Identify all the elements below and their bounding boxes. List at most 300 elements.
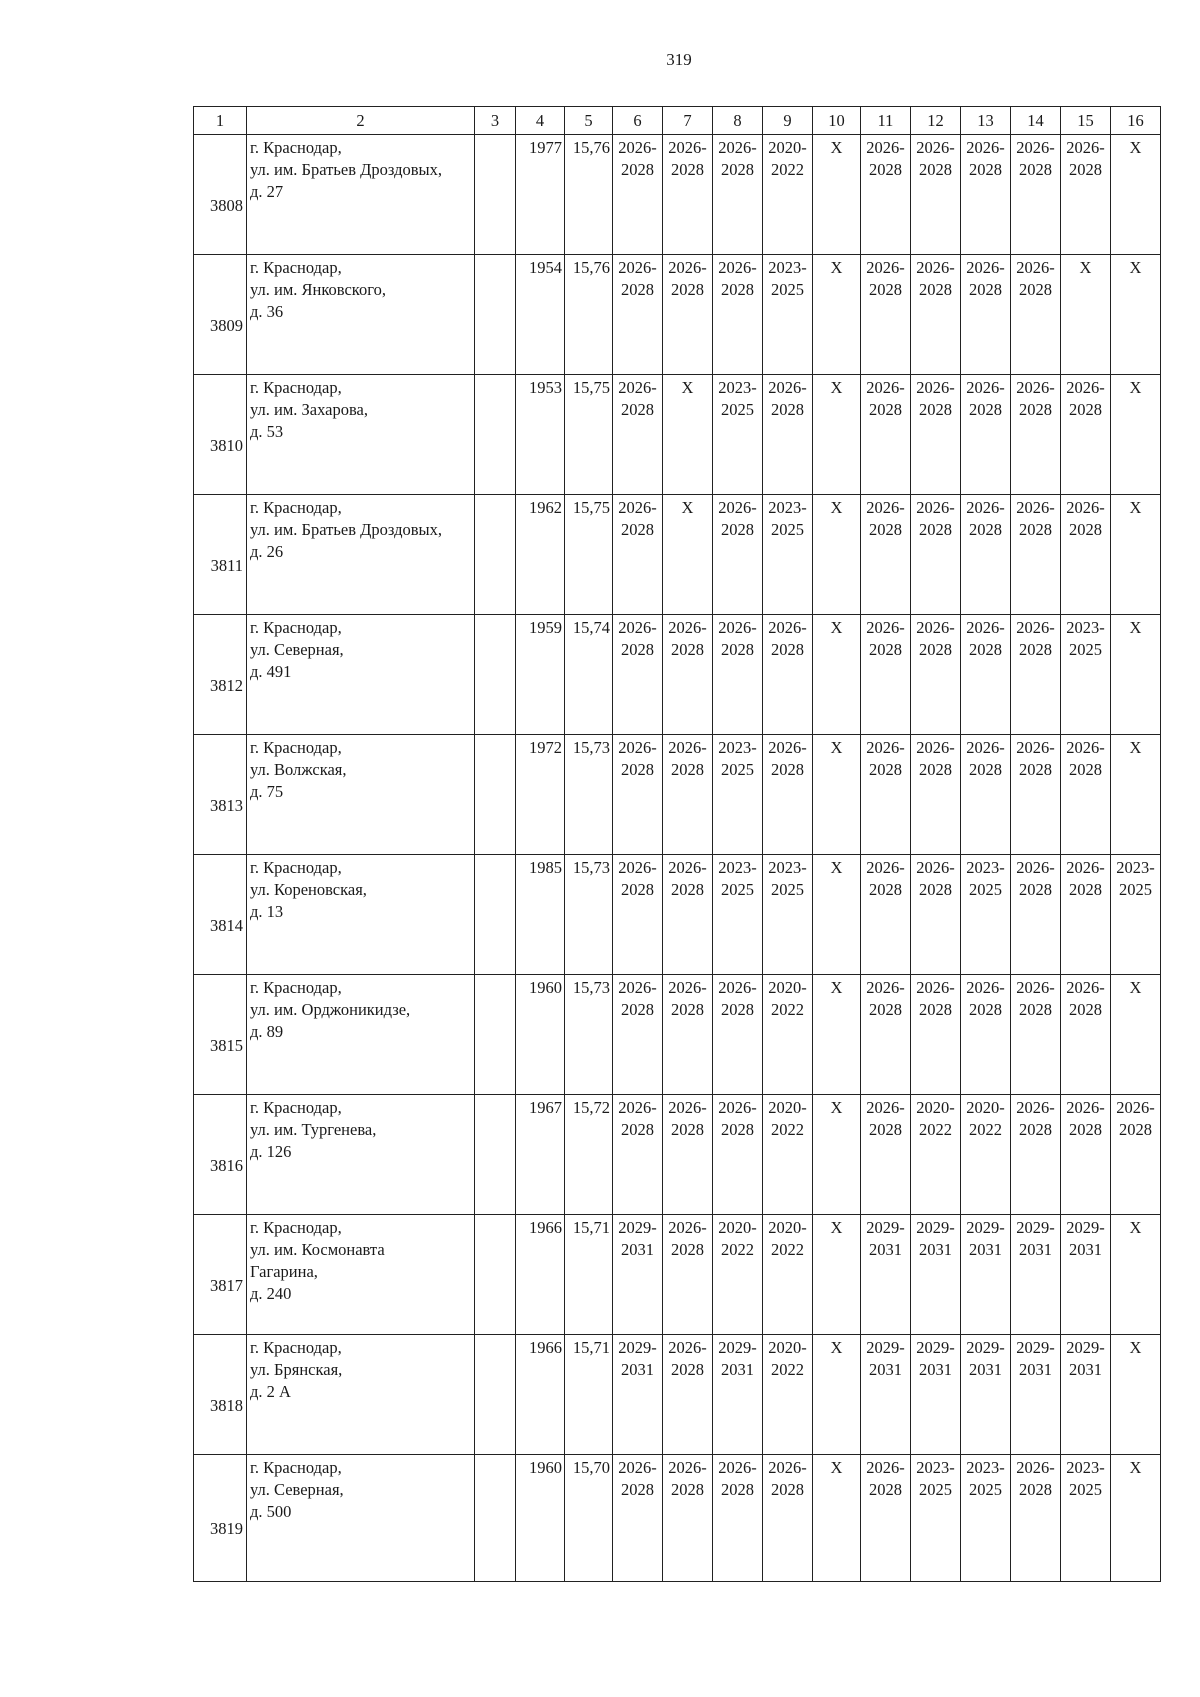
period-end: 2028 <box>869 1000 902 1019</box>
period-cell <box>763 255 813 375</box>
address-cell <box>247 1455 475 1582</box>
period-start: 2029- <box>618 1218 657 1237</box>
address-line: г. Краснодар, <box>250 1218 342 1237</box>
period-cell <box>1061 375 1111 495</box>
empty-cell <box>475 375 516 495</box>
period-end: 2028 <box>1019 640 1052 659</box>
period-start: X <box>830 138 843 157</box>
period-end: 2022 <box>721 1240 754 1259</box>
period-end: 2028 <box>1019 1000 1052 1019</box>
period-start: X <box>1129 258 1142 277</box>
period-cell <box>861 1455 911 1582</box>
row-number-cell: 3812 <box>194 615 247 735</box>
period-cell <box>911 975 961 1095</box>
address-line: г. Краснодар, <box>250 858 342 877</box>
value-cell: 15,76 <box>565 255 613 375</box>
period-end: 2028 <box>1019 760 1052 779</box>
period-start: 2026- <box>668 1458 707 1477</box>
period-end: 2028 <box>919 520 952 539</box>
period-start: X <box>830 618 843 637</box>
value-cell: 15,71 <box>565 1335 613 1455</box>
period-start: 2026- <box>866 258 905 277</box>
period-start: 2026- <box>966 378 1005 397</box>
period-end: 2025 <box>771 880 804 899</box>
period-cell <box>613 975 663 1095</box>
address-line: д. 126 <box>250 1142 292 1161</box>
period-end: 2028 <box>721 1000 754 1019</box>
period-cell <box>911 1215 961 1335</box>
period-cell <box>663 135 713 255</box>
period-cell <box>1061 135 1111 255</box>
value-cell: 15,73 <box>565 975 613 1095</box>
period-cell <box>663 615 713 735</box>
period-cell <box>613 375 663 495</box>
column-header: 10 <box>813 107 861 135</box>
period-start: 2026- <box>768 738 807 757</box>
period-cell <box>813 735 861 855</box>
year-cell: 1966 <box>516 1335 565 1455</box>
address-cell <box>247 615 475 735</box>
period-cell <box>1011 255 1061 375</box>
period-start: 2026- <box>866 738 905 757</box>
period-start: 2023- <box>966 858 1005 877</box>
period-start: 2029- <box>1066 1338 1105 1357</box>
year-cell: 1960 <box>516 1455 565 1582</box>
row-number-cell: 3813 <box>194 735 247 855</box>
column-header: 1 <box>194 107 247 135</box>
year-cell: 1954 <box>516 255 565 375</box>
period-cell <box>1111 975 1161 1095</box>
year-cell: 1972 <box>516 735 565 855</box>
period-end: 2028 <box>919 400 952 419</box>
period-cell <box>1111 1335 1161 1455</box>
address-line: ул. им. Братьев Дроздовых, <box>250 160 442 179</box>
period-start: X <box>1129 1338 1142 1357</box>
period-end: 2028 <box>721 160 754 179</box>
register-table <box>193 106 1161 1582</box>
period-start: 2026- <box>916 618 955 637</box>
address-line: д. 13 <box>250 902 284 921</box>
period-start: 2029- <box>866 1218 905 1237</box>
period-cell <box>861 855 911 975</box>
period-cell <box>1061 1215 1111 1335</box>
row-number-cell: 3810 <box>194 375 247 495</box>
period-cell <box>1111 1215 1161 1335</box>
period-cell <box>663 1215 713 1335</box>
period-start: 2026- <box>618 978 657 997</box>
period-cell <box>813 1335 861 1455</box>
period-end: 2025 <box>1069 1480 1102 1499</box>
period-cell <box>1011 1335 1061 1455</box>
period-cell <box>911 1335 961 1455</box>
address-line: г. Краснодар, <box>250 258 342 277</box>
table-row <box>194 375 1161 495</box>
period-end: 2031 <box>621 1360 654 1379</box>
column-header: 15 <box>1061 107 1111 135</box>
period-cell <box>861 735 911 855</box>
year-cell: 1960 <box>516 975 565 1095</box>
period-end: 2028 <box>671 1360 704 1379</box>
period-cell <box>911 855 961 975</box>
period-start: 2026- <box>618 738 657 757</box>
period-end: 2028 <box>671 880 704 899</box>
period-end: 2031 <box>869 1360 902 1379</box>
period-start: 2026- <box>866 138 905 157</box>
empty-cell <box>475 615 516 735</box>
period-cell <box>713 375 763 495</box>
period-start: 2029- <box>916 1338 955 1357</box>
period-start: 2026- <box>1016 378 1055 397</box>
period-cell <box>713 255 763 375</box>
address-line: д. 240 <box>250 1284 292 1303</box>
period-end: 2028 <box>869 880 902 899</box>
period-cell <box>1011 375 1061 495</box>
address-line: ул. Брянская, <box>250 1360 343 1379</box>
period-end: 2028 <box>869 1480 902 1499</box>
address-line: г. Краснодар, <box>250 138 342 157</box>
period-cell <box>1061 1335 1111 1455</box>
period-cell <box>613 855 663 975</box>
period-start: 2026- <box>916 138 955 157</box>
column-header: 6 <box>613 107 663 135</box>
period-cell <box>861 135 911 255</box>
period-start: X <box>1129 1458 1142 1477</box>
period-start: X <box>830 1218 843 1237</box>
period-start: 2026- <box>966 498 1005 517</box>
period-start: 2023- <box>768 258 807 277</box>
period-cell <box>813 495 861 615</box>
period-cell <box>763 735 813 855</box>
address-line: ул. им. Орджоникидзе, <box>250 1000 411 1019</box>
row-number-cell: 3819 <box>194 1455 247 1582</box>
period-start: 2026- <box>866 498 905 517</box>
period-end: 2028 <box>869 400 902 419</box>
empty-cell <box>475 1095 516 1215</box>
period-start: X <box>830 258 843 277</box>
period-start: 2026- <box>916 378 955 397</box>
column-header: 8 <box>713 107 763 135</box>
value-cell: 15,75 <box>565 375 613 495</box>
value-cell: 15,72 <box>565 1095 613 1215</box>
period-start: X <box>830 978 843 997</box>
period-end: 2028 <box>919 880 952 899</box>
period-start: 2026- <box>1016 138 1055 157</box>
address-line: д. 27 <box>250 182 284 201</box>
period-end: 2028 <box>969 520 1002 539</box>
period-cell <box>1111 255 1161 375</box>
period-cell <box>1111 135 1161 255</box>
period-end: 2028 <box>671 760 704 779</box>
address-line: ул. Северная, <box>250 1480 344 1499</box>
period-end: 2028 <box>621 160 654 179</box>
period-end: 2028 <box>671 640 704 659</box>
period-start: 2026- <box>668 1338 707 1357</box>
address-line: д. 89 <box>250 1022 284 1041</box>
period-end: 2025 <box>919 1480 952 1499</box>
period-start: 2026- <box>618 1098 657 1117</box>
period-cell <box>1111 495 1161 615</box>
period-cell <box>861 1215 911 1335</box>
period-cell <box>1011 735 1061 855</box>
period-end: 2031 <box>721 1360 754 1379</box>
period-end: 2031 <box>969 1360 1002 1379</box>
table-row <box>194 975 1161 1095</box>
period-end: 2028 <box>1019 1120 1052 1139</box>
period-start: 2020- <box>916 1098 955 1117</box>
column-header: 16 <box>1111 107 1161 135</box>
period-cell <box>813 975 861 1095</box>
address-line: г. Краснодар, <box>250 978 342 997</box>
empty-cell <box>475 135 516 255</box>
column-number-header <box>194 107 1161 135</box>
address-cell <box>247 855 475 975</box>
period-start: 2026- <box>718 618 757 637</box>
period-cell <box>861 255 911 375</box>
period-end: 2031 <box>1069 1360 1102 1379</box>
period-start: 2026- <box>668 858 707 877</box>
period-end: 2028 <box>1069 760 1102 779</box>
period-end: 2028 <box>1119 1120 1152 1139</box>
period-start: 2026- <box>966 738 1005 757</box>
period-end: 2028 <box>621 880 654 899</box>
period-end: 2028 <box>721 1120 754 1139</box>
value-cell: 15,74 <box>565 615 613 735</box>
period-start: 2026- <box>668 138 707 157</box>
address-cell <box>247 735 475 855</box>
period-start: 2026- <box>618 138 657 157</box>
period-end: 2028 <box>869 160 902 179</box>
row-number-cell: 3815 <box>194 975 247 1095</box>
period-start: 2026- <box>1016 498 1055 517</box>
table-row <box>194 255 1161 375</box>
period-cell <box>1111 375 1161 495</box>
period-end: 2025 <box>721 760 754 779</box>
period-cell <box>1061 1455 1111 1582</box>
period-end: 2022 <box>919 1120 952 1139</box>
address-line: г. Краснодар, <box>250 1458 342 1477</box>
period-cell <box>813 135 861 255</box>
period-cell <box>1111 615 1161 735</box>
period-cell <box>1061 615 1111 735</box>
period-end: 2028 <box>919 1000 952 1019</box>
period-end: 2025 <box>1069 640 1102 659</box>
period-cell <box>813 615 861 735</box>
value-cell: 15,76 <box>565 135 613 255</box>
period-start: 2023- <box>768 858 807 877</box>
period-end: 2028 <box>771 1480 804 1499</box>
period-end: 2028 <box>771 400 804 419</box>
address-cell <box>247 495 475 615</box>
period-start: 2020- <box>768 1098 807 1117</box>
value-cell: 15,75 <box>565 495 613 615</box>
period-start: 2026- <box>1066 138 1105 157</box>
column-header: 5 <box>565 107 613 135</box>
period-start: 2026- <box>718 978 757 997</box>
period-end: 2028 <box>1019 520 1052 539</box>
period-end: 2031 <box>869 1240 902 1259</box>
period-end: 2028 <box>771 640 804 659</box>
period-end: 2028 <box>721 1480 754 1499</box>
period-start: 2026- <box>1066 858 1105 877</box>
address-line: д. 500 <box>250 1502 292 1521</box>
period-cell <box>613 1455 663 1582</box>
year-cell: 1985 <box>516 855 565 975</box>
period-cell <box>1011 615 1061 735</box>
period-end: 2028 <box>621 520 654 539</box>
period-end: 2028 <box>671 1480 704 1499</box>
address-line: д. 2 А <box>250 1382 291 1401</box>
period-start: 2026- <box>668 978 707 997</box>
period-start: 2026- <box>1066 978 1105 997</box>
column-header: 13 <box>961 107 1011 135</box>
period-start: 2026- <box>1066 738 1105 757</box>
period-end: 2028 <box>1019 880 1052 899</box>
period-start: 2026- <box>768 618 807 637</box>
period-end: 2028 <box>621 400 654 419</box>
period-start: 2026- <box>966 138 1005 157</box>
period-start: 2023- <box>1066 1458 1105 1477</box>
address-line: ул. Северная, <box>250 640 344 659</box>
period-start: 2029- <box>718 1338 757 1357</box>
period-start: 2026- <box>668 618 707 637</box>
period-start: 2026- <box>718 498 757 517</box>
address-line: Гагарина, <box>250 1262 318 1281</box>
period-start: X <box>830 1458 843 1477</box>
period-end: 2028 <box>621 1480 654 1499</box>
year-cell: 1962 <box>516 495 565 615</box>
column-header: 9 <box>763 107 813 135</box>
period-start: 2026- <box>916 738 955 757</box>
period-end: 2028 <box>969 160 1002 179</box>
period-start: 2026- <box>916 258 955 277</box>
period-start: X <box>1129 618 1142 637</box>
period-cell <box>1061 975 1111 1095</box>
address-line: ул. им. Космонавта <box>250 1240 385 1259</box>
period-cell <box>961 1095 1011 1215</box>
period-start: 2020- <box>718 1218 757 1237</box>
address-line: ул. Кореновская, <box>250 880 367 899</box>
period-end: 2028 <box>969 280 1002 299</box>
empty-cell <box>475 1455 516 1582</box>
period-end: 2025 <box>1119 880 1152 899</box>
column-header: 11 <box>861 107 911 135</box>
period-cell <box>1061 735 1111 855</box>
period-cell <box>861 975 911 1095</box>
period-start: 2026- <box>1066 498 1105 517</box>
address-line: ул. Волжская, <box>250 760 347 779</box>
period-start: X <box>681 378 694 397</box>
address-line: д. 36 <box>250 302 284 321</box>
period-cell <box>663 255 713 375</box>
address-cell <box>247 255 475 375</box>
period-start: 2026- <box>718 1098 757 1117</box>
period-cell <box>813 1455 861 1582</box>
address-line: г. Краснодар, <box>250 498 342 517</box>
table-row <box>194 495 1161 615</box>
period-cell <box>1011 135 1061 255</box>
address-line: ул. им. Захарова, <box>250 400 368 419</box>
period-start: 2023- <box>768 498 807 517</box>
period-cell <box>961 135 1011 255</box>
period-cell <box>613 495 663 615</box>
period-cell <box>713 1455 763 1582</box>
period-cell <box>763 375 813 495</box>
period-cell <box>613 135 663 255</box>
period-end: 2028 <box>621 1000 654 1019</box>
period-cell <box>1111 1095 1161 1215</box>
period-start: X <box>1129 378 1142 397</box>
period-cell <box>861 495 911 615</box>
period-cell <box>1011 855 1061 975</box>
address-cell <box>247 1335 475 1455</box>
period-cell <box>1111 855 1161 975</box>
period-cell <box>961 1215 1011 1335</box>
period-end: 2028 <box>1069 160 1102 179</box>
period-cell <box>763 1455 813 1582</box>
period-cell <box>911 375 961 495</box>
empty-cell <box>475 1335 516 1455</box>
period-end: 2028 <box>919 640 952 659</box>
period-start: 2029- <box>1066 1218 1105 1237</box>
empty-cell <box>475 255 516 375</box>
period-end: 2031 <box>621 1240 654 1259</box>
period-end: 2028 <box>969 400 1002 419</box>
address-line: ул. им. Братьев Дроздовых, <box>250 520 442 539</box>
year-cell: 1959 <box>516 615 565 735</box>
row-number-cell: 3808 <box>194 135 247 255</box>
period-cell <box>763 1095 813 1215</box>
period-cell <box>961 495 1011 615</box>
period-cell <box>813 1215 861 1335</box>
period-cell <box>713 855 763 975</box>
period-cell <box>763 135 813 255</box>
period-cell <box>813 1095 861 1215</box>
address-line: д. 26 <box>250 542 284 561</box>
period-end: 2028 <box>1069 1120 1102 1139</box>
period-start: 2023- <box>966 1458 1005 1477</box>
period-start: 2026- <box>916 858 955 877</box>
row-number-cell: 3814 <box>194 855 247 975</box>
period-cell <box>763 1335 813 1455</box>
period-start: 2026- <box>618 498 657 517</box>
period-end: 2022 <box>771 160 804 179</box>
period-start: 2023- <box>718 378 757 397</box>
period-cell <box>613 1335 663 1455</box>
period-cell <box>663 975 713 1095</box>
period-cell <box>1011 1095 1061 1215</box>
period-cell <box>961 615 1011 735</box>
address-line: г. Краснодар, <box>250 738 342 757</box>
period-end: 2028 <box>869 520 902 539</box>
period-start: 2026- <box>1016 618 1055 637</box>
period-end: 2028 <box>621 760 654 779</box>
period-cell <box>1061 255 1111 375</box>
period-start: X <box>830 858 843 877</box>
period-start: X <box>830 738 843 757</box>
period-start: 2026- <box>668 258 707 277</box>
period-cell <box>663 1455 713 1582</box>
period-start: 2020- <box>966 1098 1005 1117</box>
period-cell <box>663 1335 713 1455</box>
period-start: 2026- <box>1066 378 1105 397</box>
period-start: 2023- <box>1066 618 1105 637</box>
period-start: X <box>1079 258 1092 277</box>
period-start: 2026- <box>1016 1098 1055 1117</box>
address-line: д. 491 <box>250 662 292 681</box>
period-cell <box>1011 975 1061 1095</box>
period-end: 2022 <box>771 1000 804 1019</box>
address-line: г. Краснодар, <box>250 1338 342 1357</box>
